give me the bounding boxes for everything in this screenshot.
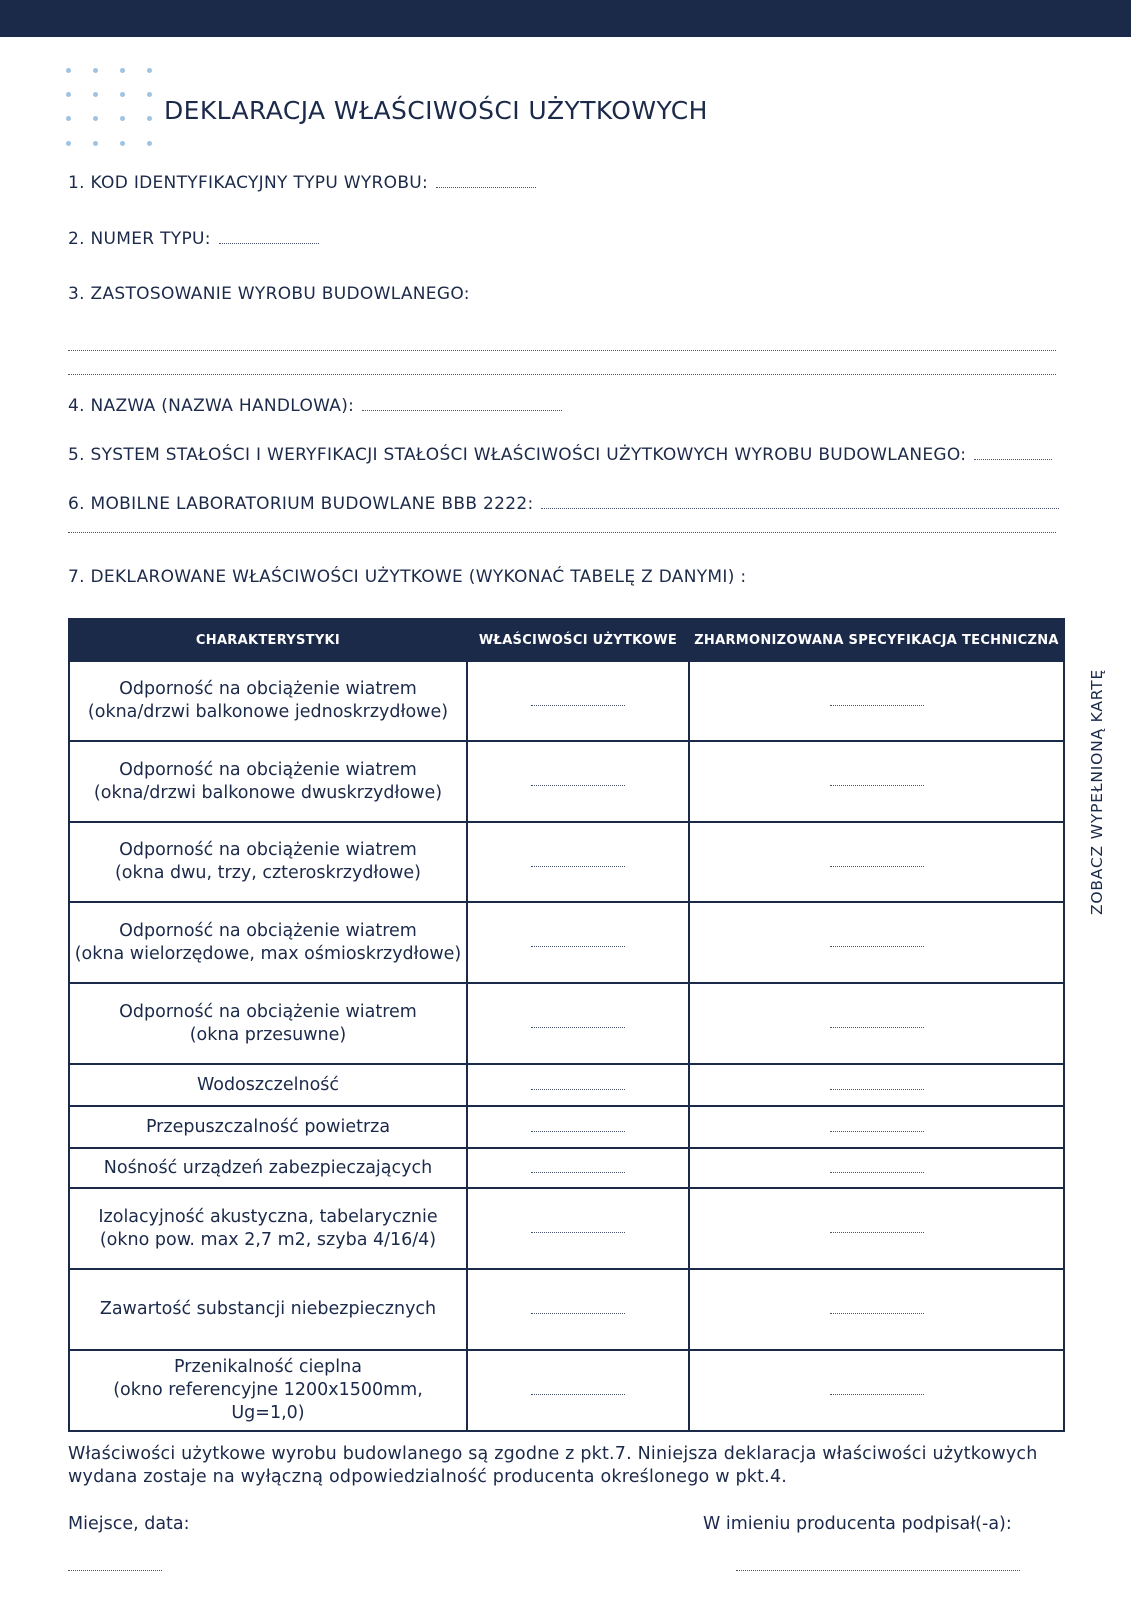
fill-in-blank[interactable] [531, 1130, 625, 1132]
characteristic-cell [69, 822, 467, 902]
fill-in-blank[interactable] [531, 784, 625, 786]
specification-value-cell[interactable] [689, 1148, 1064, 1188]
specification-value-cell[interactable] [689, 1188, 1064, 1269]
side-note-see-filled-card: ZOBACZ WYPEŁNIONĄ KARTĘ [1088, 668, 1106, 916]
field-label: 5. SYSTEM STAŁOŚCI I WERYFIKACJI STAŁOŚCI WŁAŚCIWOŚCI UŻYTKOWYCH WYROBU BUDOWLANEGO: [68, 445, 967, 465]
table-row [69, 1148, 1064, 1188]
characteristic-detail: (okna przesuwne) [189, 1024, 347, 1045]
conformity-statement [68, 1443, 1068, 1489]
table-header-row [69, 619, 1064, 661]
performance-value-cell[interactable] [467, 983, 689, 1064]
characteristic-cell [69, 1350, 467, 1431]
fill-in-blank[interactable] [436, 186, 536, 188]
fill-in-blank[interactable] [830, 1171, 924, 1173]
characteristic-name: Odporność na obciążenie wiatrem [119, 1001, 417, 1022]
place-date-blank[interactable] [68, 1570, 162, 1571]
statement-line: wydana zostaje na wyłączną odpowiedzialność producenta określonego w pkt.4. [68, 1467, 788, 1487]
table-row [69, 902, 1064, 983]
table-row [69, 1188, 1064, 1269]
specification-value-cell[interactable] [689, 1269, 1064, 1350]
fill-in-blank[interactable] [830, 1130, 924, 1132]
decorative-dot-grid [64, 66, 160, 156]
statement-line: Właściwości użytkowe wyrobu budowlanego są zgodne z pkt.7. Niniejsza deklaracja właściwości użytkowych [68, 1444, 1038, 1464]
performance-value-cell[interactable] [467, 822, 689, 902]
table-row [69, 983, 1064, 1064]
fill-in-blank[interactable] [541, 507, 1059, 509]
characteristic-name: Wodoszczelność [196, 1074, 340, 1095]
characteristic-name: Odporność na obciążenie wiatrem [119, 679, 417, 699]
fill-in-blank[interactable] [531, 945, 625, 947]
performance-value-cell[interactable] [467, 1064, 689, 1106]
specification-value-cell[interactable] [689, 902, 1064, 983]
performance-value-cell[interactable] [467, 1148, 689, 1188]
field-intended-use [68, 284, 470, 304]
fill-in-blank[interactable] [830, 1231, 924, 1233]
field-label: 3. ZASTOSOWANIE WYROBU BUDOWLANEGO: [68, 284, 470, 304]
field-mobile-laboratory [68, 494, 1059, 514]
field-trade-name [68, 396, 562, 416]
characteristic-cell [69, 1269, 467, 1350]
characteristic-name: Zawartość substancji niebezpiecznych [99, 1299, 437, 1319]
field-label: 1. KOD IDENTYFIKACYJNY TYPU WYROBU: [68, 173, 429, 193]
characteristic-cell [69, 902, 467, 983]
fill-in-blank[interactable] [830, 1026, 924, 1028]
performance-value-cell[interactable] [467, 661, 689, 741]
specification-value-cell[interactable] [689, 1350, 1064, 1431]
signed-on-behalf-label: W imieniu producenta podpisał(-a): [703, 1514, 1012, 1534]
table-row [69, 741, 1064, 822]
table-row [69, 1106, 1064, 1148]
fill-in-blank[interactable] [830, 1393, 924, 1395]
fill-in-line-intended-use-2[interactable] [68, 374, 1056, 375]
specification-value-cell[interactable] [689, 822, 1064, 902]
document-title: DEKLARACJA WŁAŚCIWOŚCI UŻYTKOWYCH [164, 96, 708, 125]
table-row [69, 822, 1064, 902]
characteristic-detail: (okna/drzwi balkonowe dwuskrzydłowe) [93, 782, 443, 803]
characteristic-cell [69, 1148, 467, 1188]
fill-in-blank[interactable] [531, 1393, 625, 1395]
field-label: 4. NAZWA (NAZWA HANDLOWA): [68, 396, 355, 416]
fill-in-blank[interactable] [531, 1171, 625, 1173]
fill-in-line-intended-use-1[interactable] [68, 350, 1056, 351]
characteristic-detail: (okna dwu, trzy, czteroskrzydłowe) [114, 863, 422, 883]
characteristic-cell [69, 1106, 467, 1148]
fill-in-blank[interactable] [531, 865, 625, 867]
table-row [69, 1269, 1064, 1350]
characteristic-name: Odporność na obciążenie wiatrem [119, 759, 417, 780]
characteristic-cell [69, 661, 467, 741]
characteristic-name: Przepuszczalność powietrza [145, 1116, 391, 1137]
fill-in-blank[interactable] [531, 1312, 625, 1314]
fill-in-line-laboratory[interactable] [68, 532, 1056, 533]
fill-in-blank[interactable] [362, 409, 562, 411]
field-declared-performance [68, 567, 746, 587]
place-date-label: Miejsce, data: [68, 1514, 190, 1534]
signature-blank[interactable] [736, 1570, 1020, 1571]
table-row [69, 661, 1064, 741]
performance-value-cell[interactable] [467, 1106, 689, 1148]
fill-in-blank[interactable] [830, 865, 924, 867]
field-product-type-code [68, 173, 536, 193]
specification-value-cell[interactable] [689, 661, 1064, 741]
characteristic-cell [69, 983, 467, 1064]
field-avcp-system [68, 445, 1052, 465]
characteristic-cell [69, 1188, 467, 1269]
field-label: 2. NUMER TYPU: [68, 229, 211, 249]
specification-value-cell[interactable] [689, 1064, 1064, 1106]
top-banner [0, 0, 1131, 37]
fill-in-blank[interactable] [219, 242, 319, 244]
characteristic-detail: (okno referencyjne 1200x1500mm, Ug=1,0) [113, 1380, 423, 1423]
fill-in-blank[interactable] [830, 784, 924, 786]
fill-in-blank[interactable] [531, 704, 625, 706]
characteristic-cell [69, 1064, 467, 1106]
column-header-characteristics: CHARAKTERYSTYKI [69, 619, 467, 661]
performance-value-cell[interactable] [467, 1269, 689, 1350]
fill-in-blank[interactable] [830, 1088, 924, 1090]
fill-in-blank[interactable] [830, 945, 924, 947]
fill-in-blank[interactable] [830, 1312, 924, 1314]
fill-in-blank[interactable] [531, 1088, 625, 1090]
characteristic-detail: (okno pow. max 2,7 m2, szyba 4/16/4) [99, 1229, 437, 1250]
characteristic-detail: (okna/drzwi balkonowe jednoskrzydłowe) [87, 702, 449, 722]
performance-value-cell[interactable] [467, 1350, 689, 1431]
table-row [69, 1064, 1064, 1106]
column-header-performance: WŁAŚCIWOŚCI UŻYTKOWE [467, 619, 689, 661]
field-label: 7. DEKLAROWANE WŁAŚCIWOŚCI UŻYTKOWE (WYKONAĆ TABELĘ Z DANYMI) : [68, 567, 747, 587]
column-header-specification: ZHARMONIZOWANA SPECYFIKACJA TECHNICZNA [689, 619, 1064, 661]
performance-value-cell[interactable] [467, 741, 689, 822]
performance-table [68, 618, 1065, 1432]
characteristic-cell [69, 741, 467, 822]
fill-in-blank[interactable] [531, 1231, 625, 1233]
specification-value-cell[interactable] [689, 1106, 1064, 1148]
specification-value-cell[interactable] [689, 741, 1064, 822]
characteristic-name: Odporność na obciążenie wiatrem [119, 840, 417, 860]
characteristic-detail: (okna wielorzędowe, max ośmioskrzydłowe) [74, 943, 462, 964]
characteristic-name: Nośność urządzeń zabezpieczających [103, 1157, 433, 1178]
specification-value-cell[interactable] [689, 983, 1064, 1064]
field-label: 6. MOBILNE LABORATORIUM BUDOWLANE BBB 2222: [68, 494, 534, 514]
performance-value-cell[interactable] [467, 1188, 689, 1269]
characteristic-name: Przenikalność cieplna [174, 1357, 362, 1377]
characteristic-name: Izolacyjność akustyczna, tabelarycznie [98, 1206, 438, 1227]
performance-value-cell[interactable] [467, 902, 689, 983]
field-type-number [68, 229, 319, 249]
characteristic-name: Odporność na obciążenie wiatrem [119, 920, 417, 941]
fill-in-blank[interactable] [830, 704, 924, 706]
fill-in-blank[interactable] [531, 1026, 625, 1028]
fill-in-blank[interactable] [974, 458, 1052, 460]
table-row [69, 1350, 1064, 1431]
